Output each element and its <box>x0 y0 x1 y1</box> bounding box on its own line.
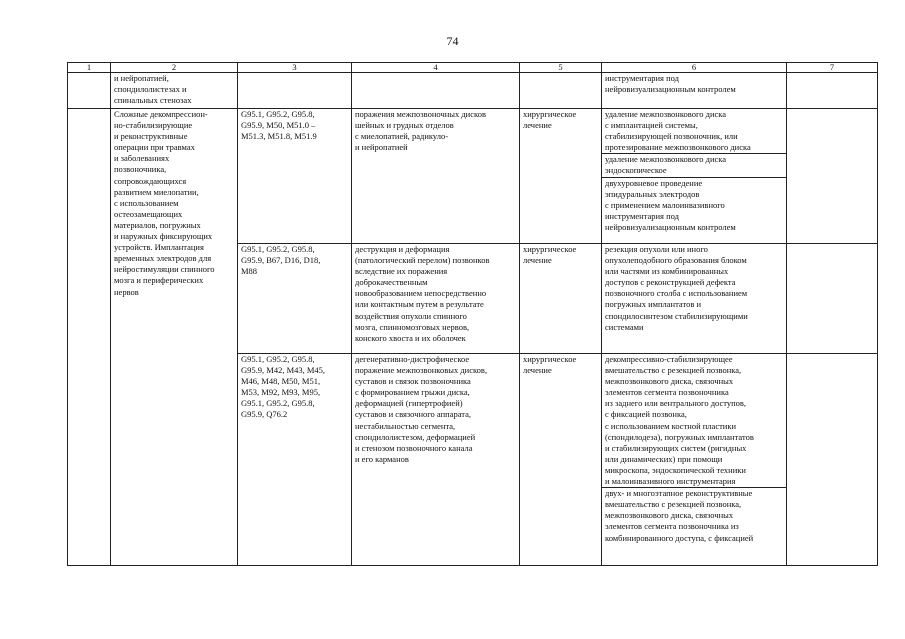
cell-col4 <box>352 73 520 109</box>
cell-col2 <box>111 73 238 109</box>
patient-condition: дегенеративно-дистрофическое поражение межпозвонковых дисков, суставов и связок позвоночника с формированием грыжи диска, деформацией (гипертрофией) суставов и связочного аппарата, нестабильностью сегмента, спондилолистезом, деформацией и стенозом позвоночного канала и его карманов <box>355 354 488 464</box>
cell-treatment <box>520 244 602 354</box>
cell-col7 <box>787 244 878 354</box>
cell-condition <box>352 109 520 244</box>
table-row <box>68 109 878 244</box>
cell-col2 <box>111 109 238 566</box>
procedures-table <box>67 62 878 566</box>
header-col-6: 6 <box>602 63 787 73</box>
cell-col7 <box>787 109 878 244</box>
cell-col6 <box>602 73 787 109</box>
cell-col7 <box>787 354 878 566</box>
cell-treatment <box>520 354 602 566</box>
cell-col3 <box>238 73 352 109</box>
cell-col1 <box>68 109 111 566</box>
procedure-group-name: Сложные декомпрессион- но-стабилизирующие и реконструктивные операции при травмах и заболеваниях позвоночника, сопровождающихся развитием миелопатии, с использованием остеозамещающих материалов, погружных и наружных фиксирующих устройств. Имплантация временных электродов для нейростимуляции спинного мозга и периферических нервов <box>114 109 215 297</box>
diagnosis-codes: G95.1, G95.2, G95.8, G95.9, B67, D16, D18, M88 <box>241 244 321 277</box>
method-item: резекция опухоли или иного опухолеподобного образования блоком или частями из комбинированных доступов с реконструкцией дефекта позвоночного столба с использованием погружных имплантатов и спондилосинтезом стабилизирующими системами <box>605 244 748 332</box>
diagnosis-codes: G95.1, G95.2, G95.8, G95.9, M42, M43, M45, M46, M48, M50, M51, M53, M92, M93, M95, G95.1, G95.2, G95.8, G95.9, Q76.2 <box>241 354 326 420</box>
cell-condition <box>352 244 520 354</box>
header-col-2: 2 <box>111 63 238 73</box>
method-item: удаление межпозвонкового диска с имплантацией системы, стабилизирующей позвоночник, или протезирование межпозвонкового диска <box>605 109 751 153</box>
cell-codes <box>238 244 352 354</box>
cell-col7 <box>787 73 878 109</box>
page-number: 74 <box>446 34 459 48</box>
treatment-type: хирургическое лечение <box>523 244 577 266</box>
treatment-type: хирургическое лечение <box>523 354 577 376</box>
method-item: декомпрессивно-стабилизирующее вмешательство с резекцией позвонка, межпозвонкового диска, связочных элементов сегмента позвоночника из заднего или вентрального доступов, с фиксацией позвонка, с использованием костной пластики (спондилодеза), погружных имплантатов и стабилизирующих систем (ригидных или динамических) при помощи микроскопа, эндоскопической техники и малоинвазивного инструментария <box>605 354 754 487</box>
table-row <box>68 73 878 109</box>
cell-methods <box>602 244 787 354</box>
header-col-5: 5 <box>520 63 602 73</box>
cell-codes <box>238 109 352 244</box>
header-row <box>68 63 878 73</box>
cell-codes <box>238 354 352 566</box>
cell-treatment <box>520 109 602 244</box>
header-col-4: 4 <box>352 63 520 73</box>
treatment-type: хирургическое лечение <box>523 109 577 131</box>
header-col-1: 1 <box>68 63 111 73</box>
header-col-3: 3 <box>238 63 352 73</box>
procedure-group-continued: и нейропатией, спондилолистезах и спинальных стенозах <box>114 73 192 106</box>
cell-methods <box>602 109 787 244</box>
patient-condition: деструкция и деформация (патологический перелом) позвонков вследствие их поражения доброкачественным новообразованием непосредственно или контактным путем в результате воздействия опухоли спинного мозга, спинномозговых нервов, конского хвоста и их оболочек <box>355 244 490 343</box>
method-item: двухуровневое проведение эпидуральных электродов с применением малоинвазивного инструментария под нейровизуализационным контролем <box>602 177 786 233</box>
method-item: двух- и многоэтапное реконструктивные вмешательство с резекцией позвонка, межпозвонкового диска, связочных элементов сегмента позвоночника из комбинированного доступа, с фиксацией <box>602 487 786 543</box>
cell-condition <box>352 354 520 566</box>
cell-col1 <box>68 73 111 109</box>
method-continued: инструментария под нейровизуализационным контролем <box>605 73 736 95</box>
header-col-7: 7 <box>787 63 878 73</box>
cell-methods <box>602 354 787 566</box>
method-item: удаление межпозвонкового диска эндоскопическое <box>602 153 786 176</box>
patient-condition: поражения межпозвоночных дисков шейных и грудных отделов с миелопатией, радикуло- и нейропатией <box>355 109 486 153</box>
cell-col5 <box>520 73 602 109</box>
diagnosis-codes: G95.1, G95.2, G95.8, G95.9, M50, M51.0 – M51.3, M51.8, M51.9 <box>241 109 317 142</box>
